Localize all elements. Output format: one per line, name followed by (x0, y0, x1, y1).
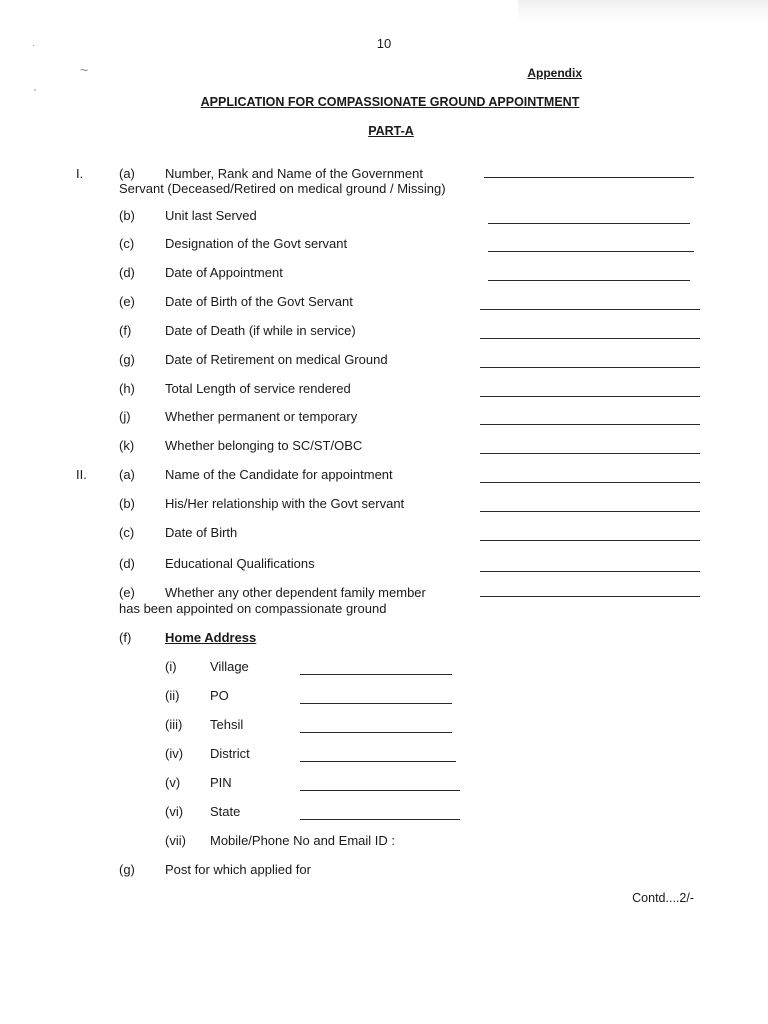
fill-line[interactable] (300, 819, 460, 820)
field-row-2d (0, 556, 768, 576)
sub-field-label: State (210, 804, 241, 819)
field-row-1e (0, 294, 768, 314)
form-title: APPLICATION FOR COMPASSIONATE GROUND APPOINTMENT (200, 95, 580, 109)
sub-item-number: (ii) (165, 688, 180, 703)
fill-line[interactable] (300, 790, 460, 791)
item-letter: (b) (119, 208, 135, 223)
fill-line[interactable] (480, 571, 700, 572)
field-row-1d (0, 265, 768, 285)
item-letter: (b) (119, 496, 135, 511)
item-letter: (g) (119, 862, 135, 877)
scan-shadow (518, 0, 768, 22)
field-label: Post for which applied for (165, 862, 311, 877)
part-heading: PART-A (368, 124, 414, 138)
field-label: Whether belonging to SC/ST/OBC (165, 438, 363, 453)
sub-field-label: Tehsil (210, 717, 244, 732)
address-row-contact (0, 833, 768, 853)
item-letter: (e) (119, 294, 135, 309)
address-row-village (0, 659, 768, 679)
sub-field-label: Mobile/Phone No and Email ID : (210, 833, 395, 848)
item-letter: (g) (119, 352, 135, 367)
field-label: Name of the Candidate for appointment (165, 467, 393, 482)
fill-line[interactable] (480, 396, 700, 397)
fill-line[interactable] (488, 223, 690, 224)
fill-line[interactable] (300, 732, 452, 733)
fill-line[interactable] (300, 761, 456, 762)
fill-line[interactable] (480, 309, 700, 310)
field-label: His/Her relationship with the Govt servant (165, 496, 405, 511)
field-label-continued: has been appointed on compassionate ground (119, 601, 387, 616)
fill-line[interactable] (480, 511, 700, 512)
sub-item-number: (v) (165, 775, 181, 790)
sub-field-label: Village (210, 659, 249, 674)
sub-item-number: (iii) (165, 717, 183, 732)
fill-line[interactable] (488, 251, 694, 252)
field-row-1h (0, 381, 768, 401)
item-letter: (h) (119, 381, 135, 396)
item-letter: (e) (119, 585, 135, 600)
field-label-continued: Servant (Deceased/Retired on medical ground / Missing) (119, 181, 446, 196)
field-row-2a (0, 467, 768, 487)
sub-item-number: (i) (165, 659, 177, 674)
field-label: Whether any other dependent family member (165, 585, 426, 600)
fill-line[interactable] (300, 703, 452, 704)
fill-line[interactable] (480, 424, 700, 425)
field-row-1c (0, 236, 768, 256)
page-number: 10 (376, 36, 392, 51)
item-letter: (f) (119, 630, 132, 645)
field-row-1f (0, 323, 768, 343)
section-number: I. (76, 166, 84, 181)
home-address-row (0, 630, 768, 650)
field-label: Date of Death (if while in service) (165, 323, 356, 338)
field-label: Designation of the Govt servant (165, 236, 348, 251)
item-letter: (d) (119, 265, 135, 280)
appendix-heading: Appendix (527, 66, 582, 80)
item-letter: (c) (119, 525, 135, 540)
scan-speck: ~ (80, 62, 89, 78)
field-row-2b (0, 496, 768, 516)
sub-item-number: (iv) (165, 746, 184, 761)
item-letter: (a) (119, 166, 135, 181)
field-row-2c (0, 525, 768, 545)
item-letter: (c) (119, 236, 135, 251)
field-row-2e-cont (0, 601, 768, 621)
field-label: Unit last Served (165, 208, 257, 223)
field-row-1g (0, 352, 768, 372)
address-row-state (0, 804, 768, 824)
sub-field-label: PIN (210, 775, 232, 790)
fill-line[interactable] (488, 280, 690, 281)
field-label: Date of Birth of the Govt Servant (165, 294, 353, 309)
scan-speck: ' (34, 88, 36, 99)
fill-line[interactable] (480, 453, 700, 454)
fill-line[interactable] (480, 540, 700, 541)
fill-line[interactable] (300, 674, 452, 675)
fill-line[interactable] (480, 596, 700, 597)
home-address-heading: Home Address (165, 630, 257, 645)
field-row-1j (0, 409, 768, 429)
field-label: Date of Appointment (165, 265, 283, 280)
item-letter: (f) (119, 323, 132, 338)
scan-speck: · (32, 40, 36, 51)
address-row-pin (0, 775, 768, 795)
item-letter: (a) (119, 467, 135, 482)
field-label: Date of Retirement on medical Ground (165, 352, 388, 367)
field-row-2g (0, 862, 768, 882)
item-letter: (d) (119, 556, 135, 571)
field-label: Whether permanent or temporary (165, 409, 358, 424)
sub-item-number: (vi) (165, 804, 184, 819)
field-row-1a-cont (0, 181, 768, 201)
address-row-district (0, 746, 768, 766)
fill-line[interactable] (480, 367, 700, 368)
field-row-1b (0, 208, 768, 228)
fill-line[interactable] (480, 338, 700, 339)
field-label: Date of Birth (165, 525, 238, 540)
sub-field-label: PO (210, 688, 229, 703)
field-label: Educational Qualifications (165, 556, 315, 571)
continued-note: Contd....2/- (632, 891, 694, 905)
fill-line[interactable] (484, 177, 694, 178)
item-letter: (k) (119, 438, 135, 453)
sub-item-number: (vii) (165, 833, 186, 848)
address-row-tehsil (0, 717, 768, 737)
section-number: II. (76, 467, 87, 482)
field-row-1k (0, 438, 768, 458)
item-letter: (j) (119, 409, 131, 424)
fill-line[interactable] (480, 482, 700, 483)
sub-field-label: District (210, 746, 250, 761)
address-row-po (0, 688, 768, 708)
field-label: Number, Rank and Name of the Government (165, 166, 423, 181)
field-label: Total Length of service rendered (165, 381, 351, 396)
